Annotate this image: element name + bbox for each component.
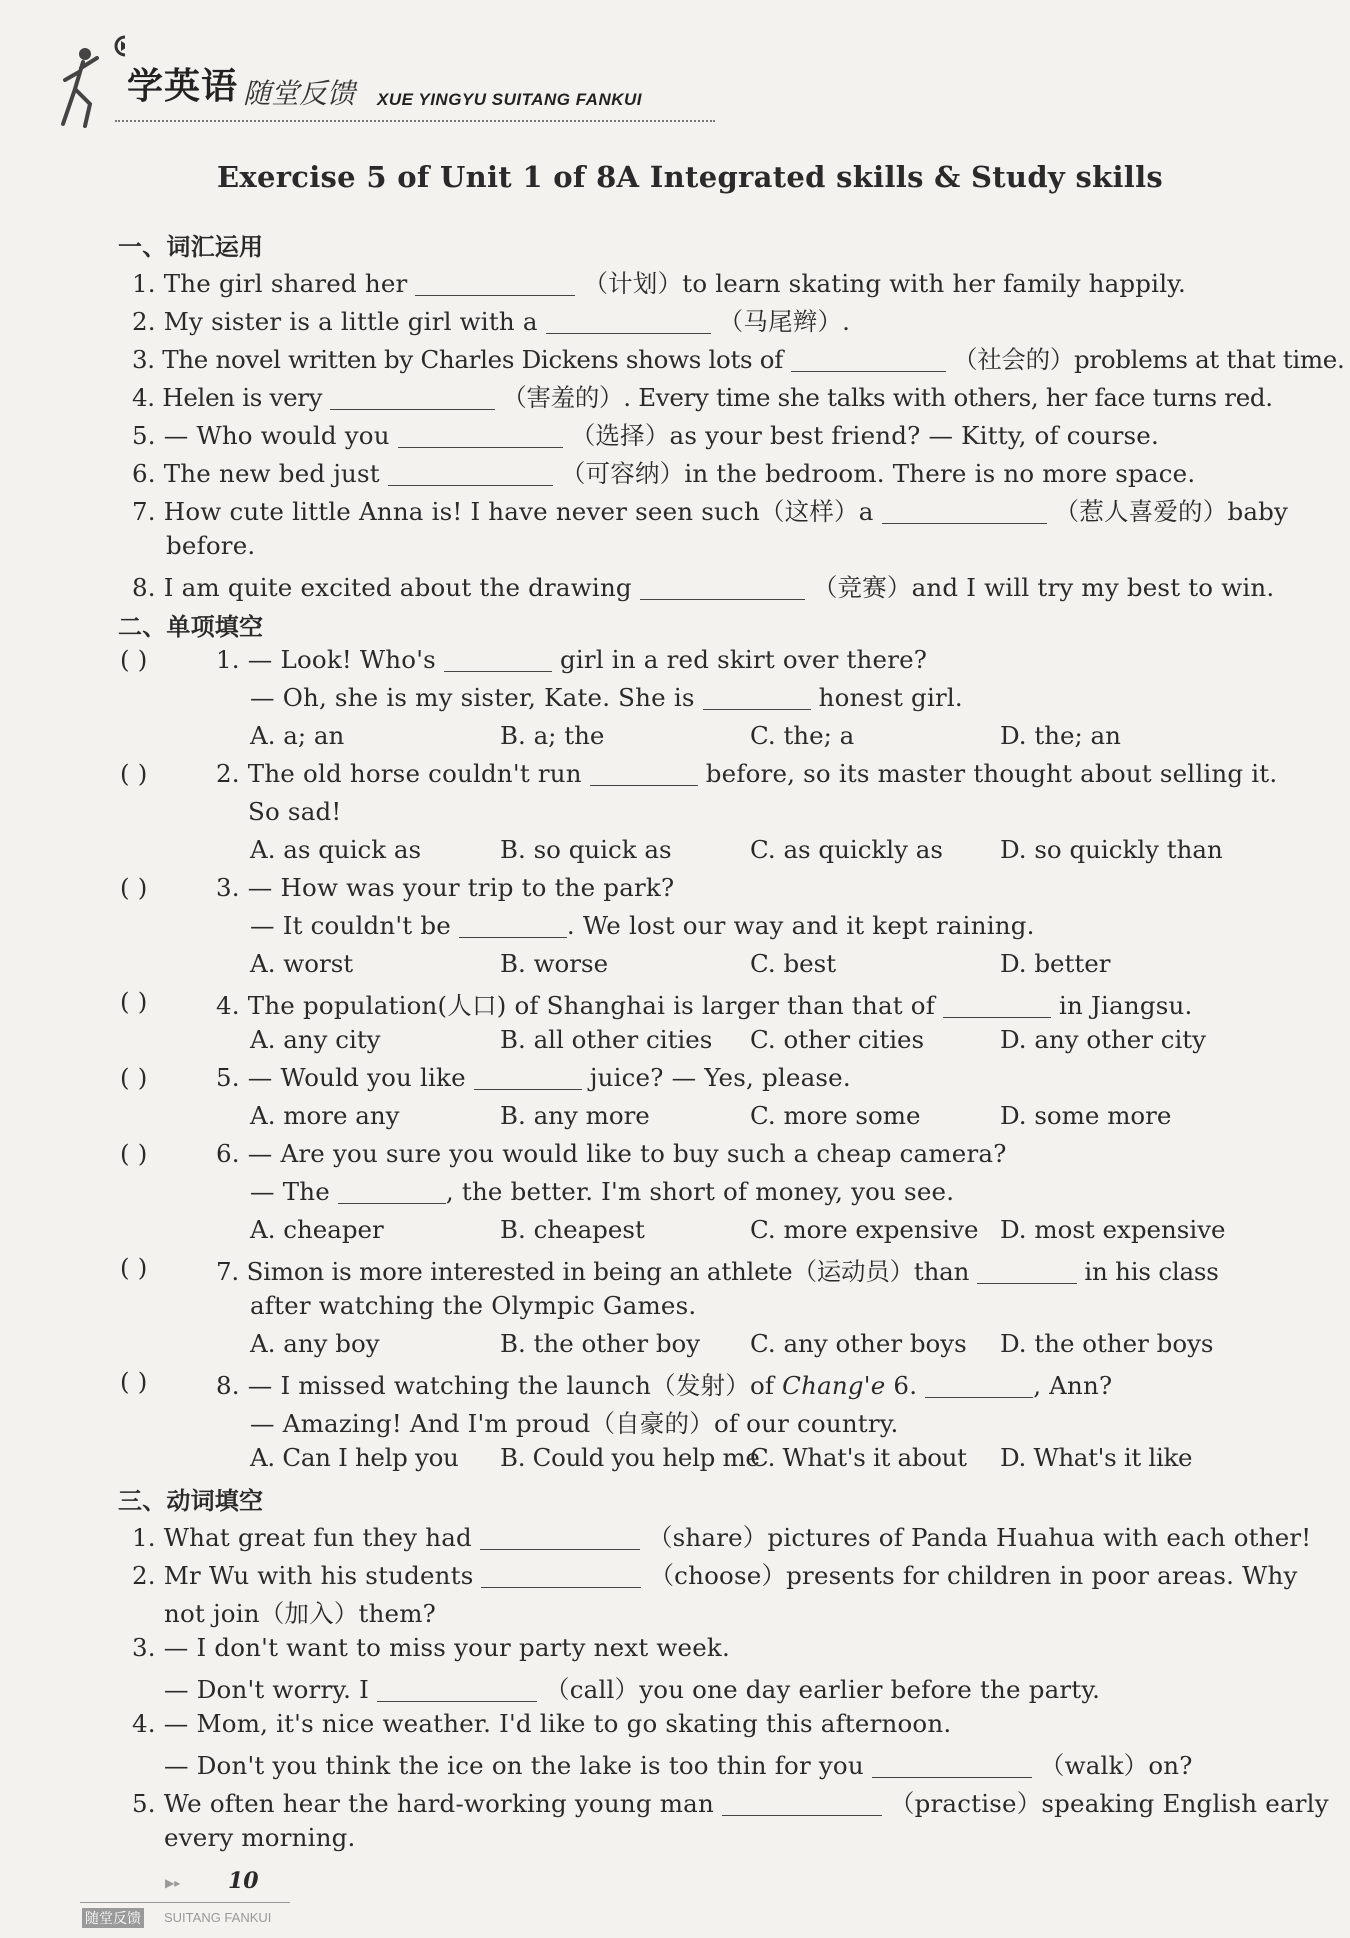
option-d[interactable]: D. some more — [1000, 1101, 1172, 1130]
option-c[interactable]: C. best — [750, 949, 837, 978]
answer-blank[interactable] — [330, 385, 495, 411]
runner-logo-icon — [55, 34, 125, 129]
answer-blank[interactable] — [377, 1677, 537, 1703]
answer-blank[interactable] — [388, 461, 553, 487]
answer-blank[interactable] — [925, 1373, 1033, 1399]
answer-blank[interactable] — [640, 575, 805, 601]
mc-question-6-line2: — The , the better. I'm short of money, you see. — [250, 1177, 955, 1206]
mc-question-5: 5. — Would you like juice? — Yes, please. — [216, 1063, 851, 1092]
answer-blank[interactable] — [943, 993, 1051, 1019]
vocab-item-1: 1. The girl shared her （计划）to learn skating with her family happily. — [132, 269, 1187, 298]
brand-title: 学英语 — [127, 66, 239, 107]
option-c[interactable]: C. any other boys — [750, 1329, 967, 1358]
mc-question-1-line2: — Oh, she is my sister, Kate. She is honest girl. — [250, 683, 963, 712]
header-divider — [115, 120, 715, 122]
exercise-title: Exercise 5 of Unit 1 of 8A Integrated skills & Study skills — [216, 160, 1164, 194]
vocab-item-8: 8. I am quite excited about the drawing （竞赛）and I will try my best to win. — [132, 573, 1275, 602]
arrow-icon: ▶▸ — [165, 1876, 181, 1890]
mc-question-3: 3. — How was your trip to the park? — [216, 873, 675, 902]
section-heading-vocabulary: 一、词汇运用 — [118, 233, 264, 261]
option-d[interactable]: D. better — [1000, 949, 1111, 978]
option-a[interactable]: A. any boy — [250, 1329, 380, 1358]
answer-paren[interactable]: ( ) — [120, 987, 148, 1016]
answer-paren[interactable]: ( ) — [120, 1367, 148, 1396]
answer-blank[interactable] — [481, 1563, 641, 1589]
brand-pinyin: XUE YINGYU SUITANG FANKUI — [377, 90, 643, 109]
vocab-item-7: 7. How cute little Anna is! I have never seen such（这样）a （惹人喜爱的）baby — [132, 497, 1289, 526]
option-a[interactable]: A. as quick as — [250, 835, 422, 864]
mc-question-2-line2: So sad! — [248, 797, 342, 826]
option-a[interactable]: A. worst — [250, 949, 354, 978]
answer-paren[interactable]: ( ) — [120, 1139, 148, 1168]
option-c[interactable]: C. What's it about — [750, 1443, 967, 1472]
footer — [80, 1868, 300, 1928]
verb-item-1: 1. What great fun they had （share）pictures of Panda Huahua with each other! — [132, 1523, 1312, 1552]
answer-blank[interactable] — [722, 1791, 882, 1817]
option-a[interactable]: A. Can I help you — [250, 1443, 459, 1472]
header — [55, 28, 695, 138]
footer-label: 随堂反馈 — [82, 1908, 144, 1928]
mc-question-8: 8. — I missed watching the launch（发射）of Chang'e 6. , Ann? — [216, 1371, 1113, 1400]
vocab-item-5: 5. — Who would you （选择）as your best friend? — Kitty, of course. — [132, 421, 1159, 450]
option-b[interactable]: B. cheapest — [500, 1215, 645, 1244]
section-heading-verb-fill: 三、动词填空 — [118, 1487, 264, 1515]
option-d[interactable]: D. the other boys — [1000, 1329, 1214, 1358]
option-c[interactable]: C. the; a — [750, 721, 855, 750]
option-b[interactable]: B. so quick as — [500, 835, 672, 864]
option-c[interactable]: C. more some — [750, 1101, 921, 1130]
verb-item-2-cont: not join（加入）them? — [164, 1599, 437, 1628]
brand-subtitle: 随堂反馈 — [243, 77, 356, 110]
verb-item-2: 2. Mr Wu with his students （choose）presents for children in poor areas. Why — [132, 1561, 1298, 1590]
option-b[interactable]: B. all other cities — [500, 1025, 713, 1054]
option-a[interactable]: A. a; an — [250, 721, 345, 750]
answer-blank[interactable] — [415, 271, 575, 297]
option-d[interactable]: D. most expensive — [1000, 1215, 1226, 1244]
answer-paren[interactable]: ( ) — [120, 1063, 148, 1092]
answer-blank[interactable] — [882, 499, 1047, 525]
answer-blank[interactable] — [338, 1179, 446, 1205]
answer-blank[interactable] — [703, 685, 811, 711]
answer-paren[interactable]: ( ) — [120, 759, 148, 788]
page-number: 10 — [228, 1868, 259, 1894]
mc-question-7: 7. Simon is more interested in being an athlete（运动员）than in his class — [216, 1257, 1219, 1286]
option-c[interactable]: C. more expensive — [750, 1215, 979, 1244]
answer-blank[interactable] — [872, 1753, 1032, 1779]
verb-item-4-line2: — Don't you think the ice on the lake is too thin for you （walk）on? — [164, 1751, 1193, 1780]
vocab-item-4: 4. Helen is very （害羞的）. Every time she talks with others, her face turns red. — [132, 383, 1273, 412]
mc-question-4: 4. The population(人口) of Shanghai is larger than that of in Jiangsu. — [216, 991, 1193, 1020]
verb-item-3: 3. — I don't want to miss your party next week. — [132, 1633, 730, 1662]
vocab-item-3: 3. The novel written by Charles Dickens shows lots of （社会的）problems at that time. — [132, 345, 1345, 374]
answer-blank[interactable] — [480, 1525, 640, 1551]
option-b[interactable]: B. any more — [500, 1101, 650, 1130]
verb-item-4: 4. — Mom, it's nice weather. I'd like to go skating this afternoon. — [132, 1709, 952, 1738]
option-d[interactable]: D. the; an — [1000, 721, 1121, 750]
option-b[interactable]: B. Could you help me — [500, 1443, 760, 1472]
option-d[interactable]: D. so quickly than — [1000, 835, 1223, 864]
option-a[interactable]: A. cheaper — [250, 1215, 384, 1244]
mc-question-3-line2: — It couldn't be . We lost our way and it kept raining. — [250, 911, 1035, 940]
option-b[interactable]: B. worse — [500, 949, 609, 978]
footer-label-pinyin: SUITANG FANKUI — [164, 1910, 272, 1925]
mc-question-2: 2. The old horse couldn't run before, so its master thought about selling it. — [216, 759, 1278, 788]
verb-item-3-line2: — Don't worry. I （call）you one day earlier before the party. — [164, 1675, 1101, 1704]
answer-paren[interactable]: ( ) — [120, 873, 148, 902]
mc-question-8-line2: — Amazing! And I'm proud（自豪的）of our country. — [250, 1409, 899, 1438]
option-d[interactable]: D. What's it like — [1000, 1443, 1193, 1472]
footer-rule — [80, 1902, 290, 1903]
answer-blank[interactable] — [398, 423, 563, 449]
answer-paren[interactable]: ( ) — [120, 645, 148, 674]
answer-paren[interactable]: ( ) — [120, 1253, 148, 1282]
option-a[interactable]: A. more any — [250, 1101, 400, 1130]
mc-question-6: 6. — Are you sure you would like to buy such a cheap camera? — [216, 1139, 1007, 1168]
option-c[interactable]: C. as quickly as — [750, 835, 943, 864]
verb-item-5-cont: every morning. — [164, 1823, 356, 1852]
option-a[interactable]: A. any city — [250, 1025, 381, 1054]
option-b[interactable]: B. a; the — [500, 721, 605, 750]
option-b[interactable]: B. the other boy — [500, 1329, 701, 1358]
section-heading-multiple-choice: 二、单项填空 — [118, 613, 264, 641]
verb-item-5: 5. We often hear the hard-working young man （practise）speaking English early — [132, 1789, 1329, 1818]
answer-blank[interactable] — [444, 647, 552, 673]
answer-blank[interactable] — [474, 1065, 582, 1091]
answer-blank[interactable] — [590, 761, 698, 787]
answer-blank[interactable] — [791, 347, 946, 373]
vocab-item-2: 2. My sister is a little girl with a （马尾辫）. — [132, 307, 851, 336]
mc-question-7-line2: after watching the Olympic Games. — [250, 1291, 697, 1320]
mc-question-1: 1. — Look! Who's girl in a red skirt over there? — [216, 645, 928, 674]
option-c[interactable]: C. other cities — [750, 1025, 925, 1054]
answer-blank[interactable] — [459, 913, 567, 939]
answer-blank[interactable] — [977, 1259, 1077, 1285]
vocab-item-7-cont: before. — [166, 531, 256, 560]
option-d[interactable]: D. any other city — [1000, 1025, 1206, 1054]
answer-blank[interactable] — [546, 309, 711, 335]
vocab-item-6: 6. The new bed just （可容纳）in the bedroom. There is no more space. — [132, 459, 1196, 488]
